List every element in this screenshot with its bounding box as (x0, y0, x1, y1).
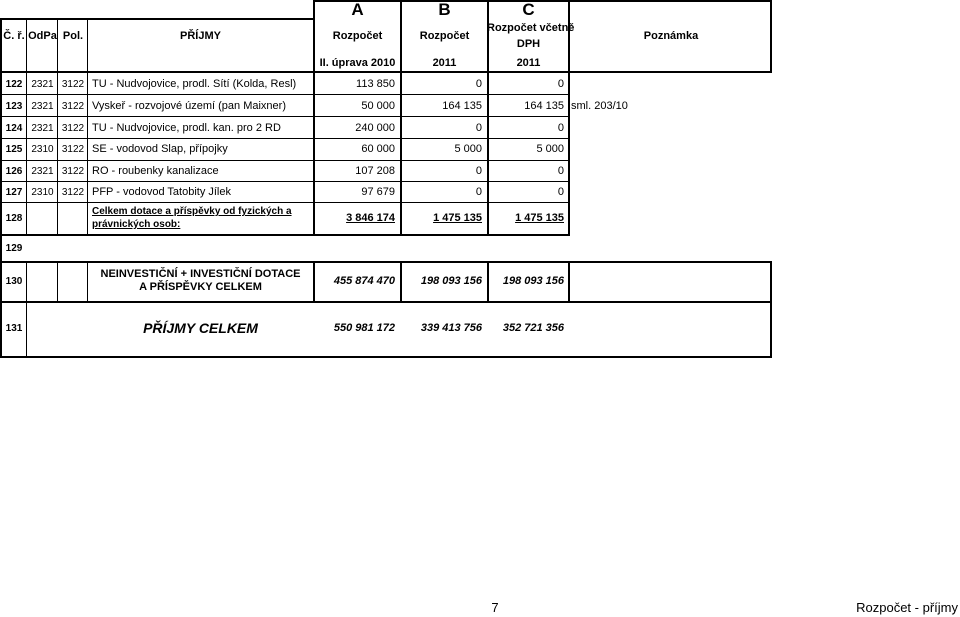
row-value-c: 0 (557, 78, 564, 90)
row-value-b: 0 (475, 165, 482, 177)
row-value-c: 0 (557, 122, 564, 134)
row-number: 124 (5, 123, 23, 134)
total-label-line1: NEINVESTIČNÍ + INVESTIČNÍ DOTACE (100, 268, 301, 280)
row-value-b: 164 135 (442, 100, 482, 112)
grand-total-value-b: 339 413 756 (420, 322, 482, 334)
row-value-b: 0 (475, 122, 482, 134)
row-number: 130 (5, 276, 23, 287)
header-b-subtitle: 2011 (432, 57, 457, 69)
row-number: 126 (5, 166, 23, 177)
row-value-c: 5 000 (536, 143, 564, 155)
header-c-title-line1: Rozpočet včetně (487, 22, 575, 34)
row-value-a: 107 208 (355, 165, 395, 177)
row-value-c: 164 135 (524, 100, 564, 112)
row-value-a: 60 000 (361, 143, 395, 155)
subtotal-label-line2: právnických osob: (92, 219, 181, 230)
column-letter-c: C (522, 0, 535, 19)
row-text: RO - roubenky kanalizace (92, 165, 219, 177)
header-c-title-line2: DPH (516, 38, 541, 50)
row-number: 123 (5, 101, 23, 112)
header-a-subtitle: II. úprava 2010 (319, 57, 396, 69)
row-number: 122 (5, 79, 23, 90)
header-prijmy: PŘÍJMY (180, 30, 221, 42)
header-a-title: Rozpočet (332, 30, 383, 42)
grand-total-label: PŘÍJMY CELKEM (143, 320, 258, 336)
row-text: TU - Nudvojovice, prodl. kan. pro 2 RD (92, 122, 281, 134)
row-odpa: 2310 (31, 144, 54, 155)
header-odpa: OdPa (28, 30, 57, 42)
row-odpa: 2321 (31, 123, 54, 134)
row-text: TU - Nudvojovice, prodl. Sítí (Kolda, Resl) (92, 78, 297, 90)
row-odpa: 2321 (31, 79, 54, 90)
total-label-line2: A PŘÍSPĚVKY CELKEM (139, 281, 262, 293)
row-pol: 3122 (61, 187, 85, 198)
row-odpa: 2321 (31, 166, 54, 177)
row-number: 125 (5, 144, 23, 155)
column-letter-b: B (438, 0, 451, 19)
row-value-b: 0 (475, 186, 482, 198)
total-value-c: 198 093 156 (502, 275, 564, 287)
row-value-c: 0 (557, 186, 564, 198)
subtotal-value-b: 1 475 135 (433, 212, 482, 224)
row-pol: 3122 (61, 79, 85, 90)
row-value-a: 97 679 (361, 186, 395, 198)
row-value-a: 240 000 (355, 122, 395, 134)
row-number: 129 (5, 243, 23, 254)
subtotal-value-a: 3 846 174 (346, 212, 395, 224)
header-b-title: Rozpočet (419, 30, 470, 42)
page-number: 7 (491, 600, 499, 615)
header-row-number: Č. ř. (3, 30, 25, 42)
row-value-b: 0 (475, 78, 482, 90)
row-value-a: 50 000 (361, 100, 395, 112)
column-letter-a: A (351, 0, 364, 19)
grand-total-value-c: 352 721 356 (502, 322, 564, 334)
row-value-c: 0 (557, 165, 564, 177)
row-text: SE - vodovod Slap, přípojky (92, 143, 228, 155)
total-value-b: 198 093 156 (420, 275, 482, 287)
row-pol: 3122 (61, 101, 85, 112)
row-pol: 3122 (61, 123, 85, 134)
row-odpa: 2321 (31, 101, 54, 112)
row-pol: 3122 (61, 144, 85, 155)
row-value-b: 5 000 (454, 143, 482, 155)
row-pol: 3122 (61, 166, 85, 177)
row-odpa: 2310 (31, 187, 54, 198)
row-text: Vyskeř - rozvojové území (pan Maixner) (92, 100, 286, 112)
header-pol: Pol. (62, 30, 84, 42)
row-number: 127 (5, 187, 23, 198)
grand-total-value-a: 550 981 172 (333, 322, 395, 334)
row-note: sml. 203/10 (571, 100, 628, 112)
header-c-subtitle: 2011 (516, 57, 541, 69)
row-text: PFP - vodovod Tatobity Jílek (92, 186, 231, 198)
row-value-a: 113 850 (356, 78, 395, 90)
row-number: 128 (5, 213, 23, 224)
row-number: 131 (5, 323, 23, 334)
total-value-a: 455 874 470 (333, 275, 395, 287)
header-poznamka: Poznámka (643, 30, 699, 42)
subtotal-label-line1: Celkem dotace a příspěvky od fyzických a (92, 206, 292, 217)
footer-title: Rozpočet - příjmy (856, 600, 958, 615)
subtotal-value-c: 1 475 135 (515, 212, 564, 224)
